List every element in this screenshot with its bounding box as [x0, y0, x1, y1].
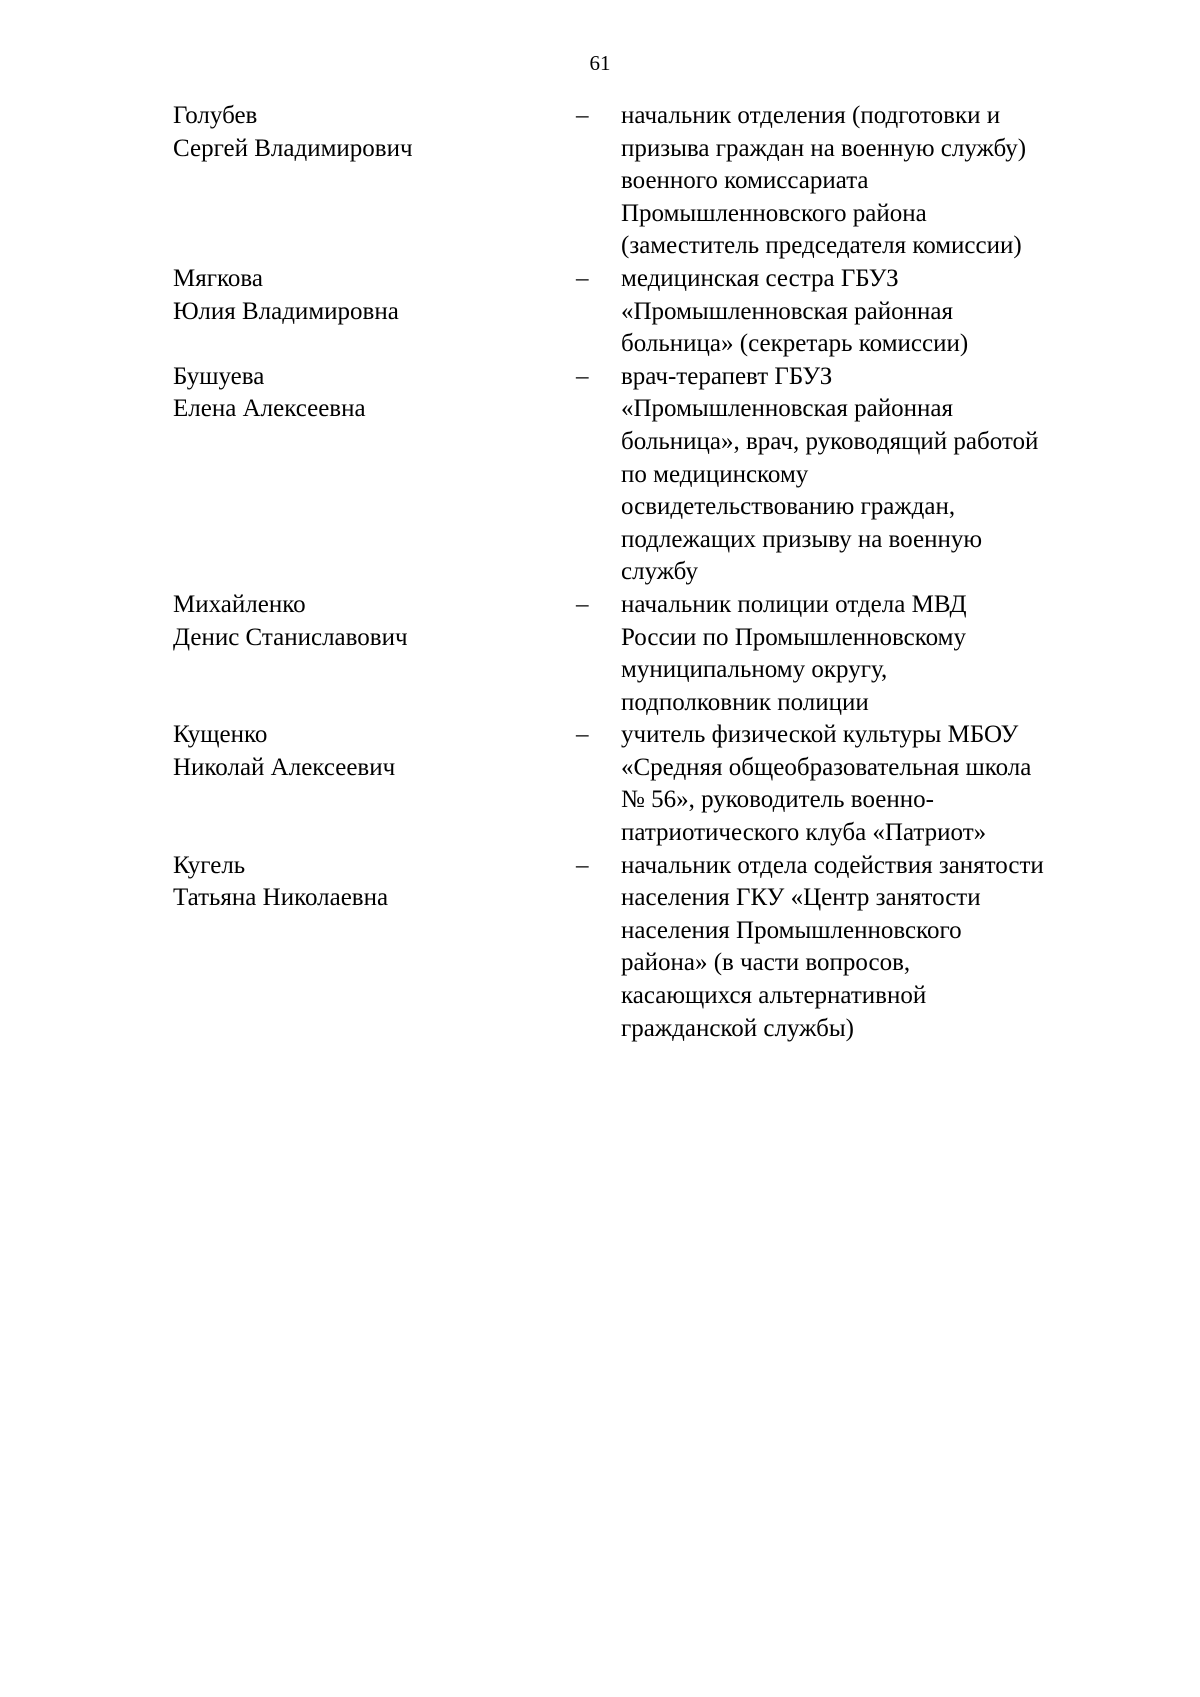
member-given-names: Татьяна Николаевна [173, 884, 389, 912]
role-line: № 56», руководитель военно- [621, 786, 934, 814]
role-line: начальник отделения (подготовки и [621, 102, 1001, 129]
role-line: врач-терапевт ГБУЗ [621, 362, 833, 390]
separator-dash: – [576, 362, 589, 390]
role-line: освидетельствованию граждан, [621, 493, 956, 521]
role-line: подлежащих призыву на военную [621, 525, 983, 553]
page-number: 61 [589, 51, 611, 75]
member-row [173, 589, 1113, 719]
member-role [621, 719, 1113, 849]
member-role [621, 850, 1113, 1046]
member-surname: Кугель [173, 851, 246, 879]
role-line: начальник полиции отдела МВД [621, 590, 967, 618]
role-line: района» (в части вопросов, [621, 949, 911, 977]
role-line: населения Промышленновского [621, 916, 962, 944]
separator-dash: – [576, 851, 589, 879]
role-line: «Средняя общеобразовательная школа [621, 753, 1032, 781]
member-name [173, 850, 573, 915]
role-line: больница» (секретарь комиссии) [621, 330, 969, 358]
role-line: населения ГКУ «Центр занятости [621, 884, 981, 912]
member-role [621, 589, 1113, 719]
role-line: призыва граждан на военную службу) [621, 134, 1027, 162]
member-role [621, 263, 1113, 361]
role-line: «Промышленновская районная [621, 297, 953, 325]
commission-member-list [173, 100, 1113, 1045]
role-line: «Промышленновская районная [621, 395, 953, 423]
role-line: начальник отдела содействия занятости [621, 851, 1044, 879]
separator-dash: – [576, 264, 589, 292]
role-line: России по Промышленновскому [621, 623, 966, 651]
role-line: по медицинскому [621, 460, 809, 488]
member-given-names: Николай Алексеевич [173, 753, 396, 781]
member-given-names: Юлия Владимировна [173, 297, 399, 325]
role-line: военного комиссариата [621, 167, 869, 195]
member-surname: Бушуева [173, 362, 265, 390]
role-line: подполковник полиции [621, 688, 869, 716]
member-row [173, 361, 1113, 589]
member-name [173, 589, 573, 654]
member-name [173, 263, 573, 328]
separator-dash: – [576, 721, 589, 749]
role-line: больница», врач, руководящий работой [621, 427, 1039, 455]
member-surname: Голубев [173, 102, 258, 129]
member-name [173, 361, 573, 426]
member-row [173, 100, 1113, 263]
member-given-names: Елена Алексеевна [173, 395, 366, 423]
member-surname: Кущенко [173, 721, 268, 749]
member-row [173, 719, 1113, 849]
role-line: учитель физической культуры МБОУ [621, 721, 1019, 749]
member-surname: Мягкова [173, 264, 263, 292]
role-line: касающихся альтернативной [621, 982, 927, 1010]
member-row [173, 263, 1113, 361]
member-role [621, 361, 1113, 589]
member-name [173, 719, 573, 784]
role-line: муниципальному округу, [621, 656, 888, 684]
role-line: патриотического клуба «Патриот» [621, 819, 987, 847]
member-surname: Михайленко [173, 590, 306, 618]
member-role [621, 100, 1113, 263]
member-row [173, 850, 1113, 1046]
separator-dash: – [576, 590, 589, 618]
separator-dash: – [576, 102, 589, 129]
role-line: гражданской службы) [621, 1014, 854, 1042]
member-given-names: Сергей Владимирович [173, 134, 413, 162]
member-name [173, 100, 573, 165]
role-line: Промышленновского района [621, 199, 927, 227]
role-line: (заместитель председателя комиссии) [621, 232, 1022, 260]
role-line: медицинская сестра ГБУЗ [621, 264, 899, 292]
role-line: службу [621, 558, 698, 586]
member-given-names: Денис Станиславович [173, 623, 408, 651]
